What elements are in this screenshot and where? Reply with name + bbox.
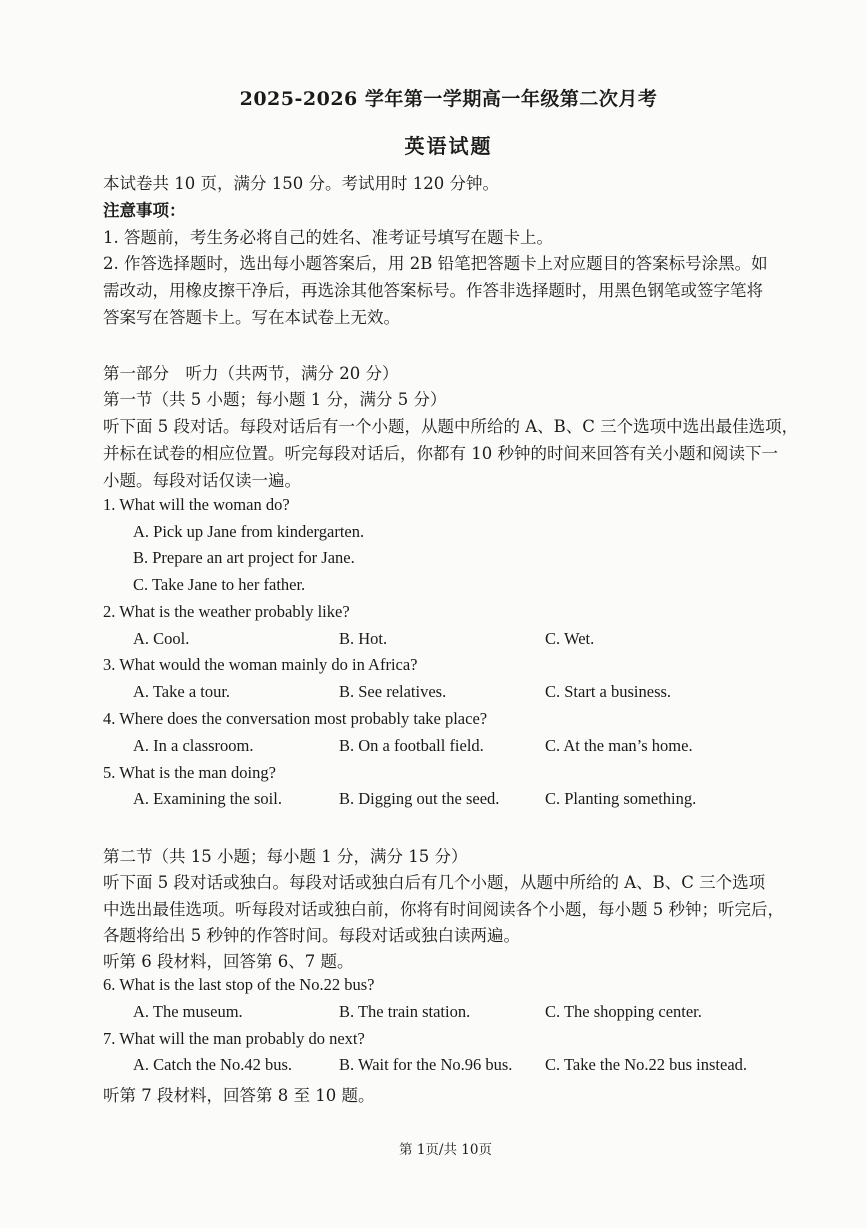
section1-instruction-line-3: 小题。每段对话仅读一遍。 xyxy=(103,471,301,490)
question-1-option-a: A. Pick up Jane from kindergarten. xyxy=(133,522,365,541)
question-5-option-b: B. Digging out the seed. xyxy=(339,789,500,808)
question-7-option-c: C. Take the No.22 bus instead. xyxy=(545,1055,748,1074)
question-6-option-b: B. The train station. xyxy=(339,1002,471,1021)
question-1-option-c: C. Take Jane to her father. xyxy=(133,575,306,594)
question-5-option-c: C. Planting something. xyxy=(545,789,697,808)
exam-title: 2025-2026 学年第一学期高一年级第二次月考 xyxy=(239,88,658,110)
section2-instruction-line-2: 中选出最佳选项。听每段对话或独白前，你将有时间阅读各个小题，每小题 5 秒钟；听完后， xyxy=(103,900,784,919)
question-4-stem: 4. Where does the conversation most probably take place? xyxy=(103,709,488,728)
question-7-option-b: B. Wait for the No.96 bus. xyxy=(339,1055,513,1074)
question-3-option-a: A. Take a tour. xyxy=(133,682,231,701)
question-5-stem: 5. What is the man doing? xyxy=(103,763,276,782)
question-3-stem: 3. What would the woman mainly do in Africa? xyxy=(103,655,418,674)
section2-instruction-line-3: 各题将给出 5 秒钟的作答时间。每段对话或独白读两遍。 xyxy=(103,926,520,945)
question-3-option-b: B. See relatives. xyxy=(339,682,447,701)
section2-heading: 第二节（共 15 小题；每小题 1 分，满分 15 分） xyxy=(103,847,468,866)
page-number: 第 1页/共 10页 xyxy=(399,1142,492,1158)
question-5-option-a: A. Examining the soil. xyxy=(133,789,282,808)
question-2-option-a: A. Cool. xyxy=(133,629,190,648)
part1-heading: 第一部分 听力（共两节，满分 20 分） xyxy=(103,364,399,383)
notice-item-2-line-1: 2. 作答选择题时，选出每小题答案后，用 2B 铅笔把答题卡上对应题目的答案标号涂黑。如 xyxy=(103,254,768,273)
question-6-option-c: C. The shopping center. xyxy=(545,1002,702,1021)
question-1-option-b: B. Prepare an art project for Jane. xyxy=(133,548,355,567)
material-7-heading: 听第 7 段材料，回答第 8 至 10 题。 xyxy=(103,1086,375,1105)
question-4-option-b: B. On a football field. xyxy=(339,736,484,755)
question-2-stem: 2. What is the weather probably like? xyxy=(103,602,350,621)
section1-instruction-line-2: 并标在试卷的相应位置。听完每段对话后，你都有 10 秒钟的时间来回答有关小题和阅读下一 xyxy=(103,444,778,463)
question-7-stem: 7. What will the man probably do next? xyxy=(103,1029,365,1048)
question-2-option-b: B. Hot. xyxy=(339,629,388,648)
question-6-stem: 6. What is the last stop of the No.22 bus? xyxy=(103,975,375,994)
notice-item-1: 1. 答题前，考生务必将自己的姓名、准考证号填写在题卡上。 xyxy=(103,228,553,247)
question-6-option-a: A. The museum. xyxy=(133,1002,243,1021)
material-6-heading: 听第 6 段材料，回答第 6、7 题。 xyxy=(103,952,354,971)
question-7-option-a: A. Catch the No.42 bus. xyxy=(133,1055,293,1074)
question-4-option-a: A. In a classroom. xyxy=(133,736,254,755)
question-2-option-c: C. Wet. xyxy=(545,629,595,648)
section1-instruction-line-1: 听下面 5 段对话。每段对话后有一个小题，从题中所给的 A、B、C 三个选项中选出最佳选项， xyxy=(103,417,799,436)
notice-item-2-line-2: 需改动，用橡皮擦干净后，再选涂其他答案标号。作答非选择题时，用黑色钢笔或签字笔将 xyxy=(103,281,763,300)
section2-instruction-line-1: 听下面 5 段对话或独白。每段对话或独白后有几个小题，从题中所给的 A、B、C 三个选项 xyxy=(103,873,766,892)
section1-heading: 第一节（共 5 小题；每小题 1 分，满分 5 分） xyxy=(103,390,447,409)
question-3-option-c: C. Start a business. xyxy=(545,682,672,701)
notice-item-2-line-3: 答案写在答题卡上。写在本试卷上无效。 xyxy=(103,308,400,327)
subject-title: 英语试题 xyxy=(404,134,493,158)
question-1-stem: 1. What will the woman do? xyxy=(103,495,290,514)
notice-heading: 注意事项： xyxy=(103,201,186,220)
question-4-option-c: C. At the man’s home. xyxy=(545,736,693,755)
exam-summary: 本试卷共 10 页，满分 150 分。考试用时 120 分钟。 xyxy=(103,174,499,193)
